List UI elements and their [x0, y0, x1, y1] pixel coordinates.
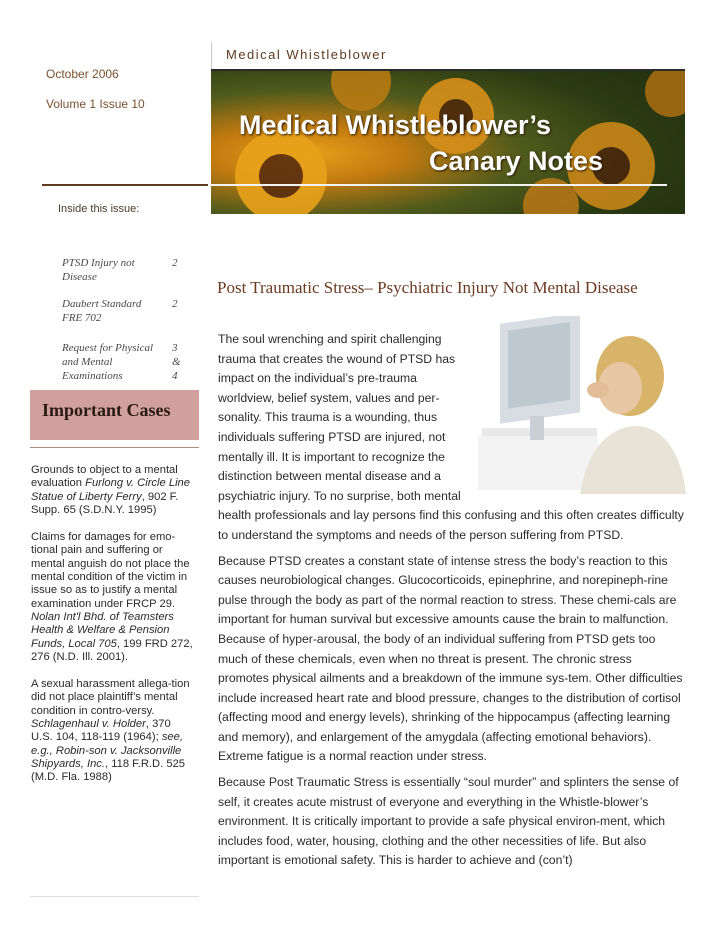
cases-list — [31, 464, 195, 799]
sidebar-divider — [30, 447, 199, 448]
sidebar-bottom-rule — [30, 896, 199, 897]
article-headline: Post Traumatic Stress– Psychiatric Injury Not Mental Disease — [217, 278, 638, 297]
toc-item-title: Daubert Standard FRE 702 — [62, 298, 142, 324]
toc-item-page: 3 & 4 — [172, 342, 181, 382]
banner-top-rule — [211, 69, 685, 71]
case-entry — [31, 531, 195, 664]
newsletter-kicker: Medical Whistleblower — [226, 47, 387, 62]
stressed-woman-photo — [470, 316, 690, 494]
toc-item-title: PTSD Injury not Disease — [62, 257, 135, 283]
case-text: , 118 F.R.D. 525 (M.D. Fla. 1988) — [31, 757, 186, 784]
article-paragraph: Because PTSD creates a constant state of intense stress the body’s reaction to this causes neurobiological changes. Glucocorticoids, epinephrine, and norepineph-rine pulse through the body as part of the normal reaction to stress. These chemi-cals are important for human survival but excessive amounts cause the brain to malfunction. Because of hyper-arousal, the body of an individual suffering from PTSD gets too much of these chemicals, even when no threat is present. The chronic stress promotes physical ailments and a breakdown of the immune sys-tem. Other difficulties include increased heart rate and blood pressure, changes to the distribution of cortisol (affecting mood and energy levels), shrinking of the hippocampus (affecting learning and memory), and enlargement of the amygdala (affecting emotional behaviors). Extreme fatigue is a normal reaction under stress. — [218, 553, 683, 764]
masthead-banner — [211, 42, 685, 214]
sunflower-banner-image — [211, 71, 685, 214]
banner-top-strip — [211, 42, 685, 70]
toc-item[interactable] — [62, 341, 181, 383]
issue-date: October 2006 — [46, 67, 119, 81]
case-text: Grounds to object to a mental evaluation — [31, 464, 178, 490]
banner-title-rule — [211, 184, 667, 186]
case-text: Claims for damages for emo-tional pain and suffering or mental anguish do not place the mental condition of the victim in issue so as to justify a mental examination under FRCP 29. — [31, 531, 190, 610]
case-entry — [31, 678, 195, 784]
case-text: A sexual harassment allega-tion did not place plaintiff’s mental condition in contro-versy. — [31, 678, 190, 717]
case-text: , 902 F. Supp. 65 (S.D.N.Y. 1995) — [31, 490, 179, 516]
newsletter-title-line1: Medical Whistleblower’s — [239, 110, 552, 140]
toc-item[interactable] — [62, 297, 178, 325]
toc-item-page: 2 — [172, 298, 178, 310]
toc-item-page: 2 — [172, 257, 178, 269]
case-citation: Nolan Int'l Bhd. of Teamsters Health & Welfare & Pension Funds, Local 705 — [31, 610, 174, 650]
newsletter-title-line2: Canary Notes — [429, 146, 604, 176]
left-divider — [42, 184, 208, 186]
toc-item[interactable] — [62, 256, 178, 284]
important-cases-title: Important Cases — [42, 400, 171, 420]
case-citation: Furlong v. Circle Line Statue of Liberty Ferry — [31, 477, 190, 503]
case-citation: Schlagenhaul v. Holder — [31, 718, 146, 731]
case-entry — [31, 464, 195, 517]
issue-volume: Volume 1 Issue 10 — [46, 97, 145, 111]
article-body — [218, 330, 684, 877]
case-text: , 199 FRD 272, 276 (N.D. Ill. 2001). — [31, 637, 193, 663]
important-cases-header — [30, 390, 199, 440]
article-paragraph: Because Post Traumatic Stress is essentially “soul murder” and splinters the sense of self, it creates acute mistrust of everyone and everything in the Whistle-blower’s environment. It is critically important to provide a safe physical environ-ment, which includes food, water, housing, clothing and the other necessities of life. But also important is emotional safety. This is harder to achieve and (con’t) — [218, 775, 679, 868]
toc-item-title: Request for Physical and Mental Examinations — [62, 342, 154, 382]
article-paragraph: The soul wrenching and spirit challenging trauma that creates the wound of PTSD has impact on the individual’s pre-trauma worldview, belief system, values and per-sonality. This trauma is a wounding, thus individuals suffering PTSD are injured, not mentally ill. It is important to recognize the distinction between mental disease and a psychiatric injury. To no surprise, both mental health professionals and lay persons find this confusing and this often creates difficulty to understand the symptoms and needs of the person suffering from PTSD. — [218, 332, 684, 542]
case-text: , 370 U.S. 104, 118-119 (1964); — [31, 718, 171, 744]
toc-label: Inside this issue: — [58, 203, 140, 215]
case-citation: see, e.g., Robin-son v. Jacksonville Shipyards, Inc. — [31, 731, 183, 770]
